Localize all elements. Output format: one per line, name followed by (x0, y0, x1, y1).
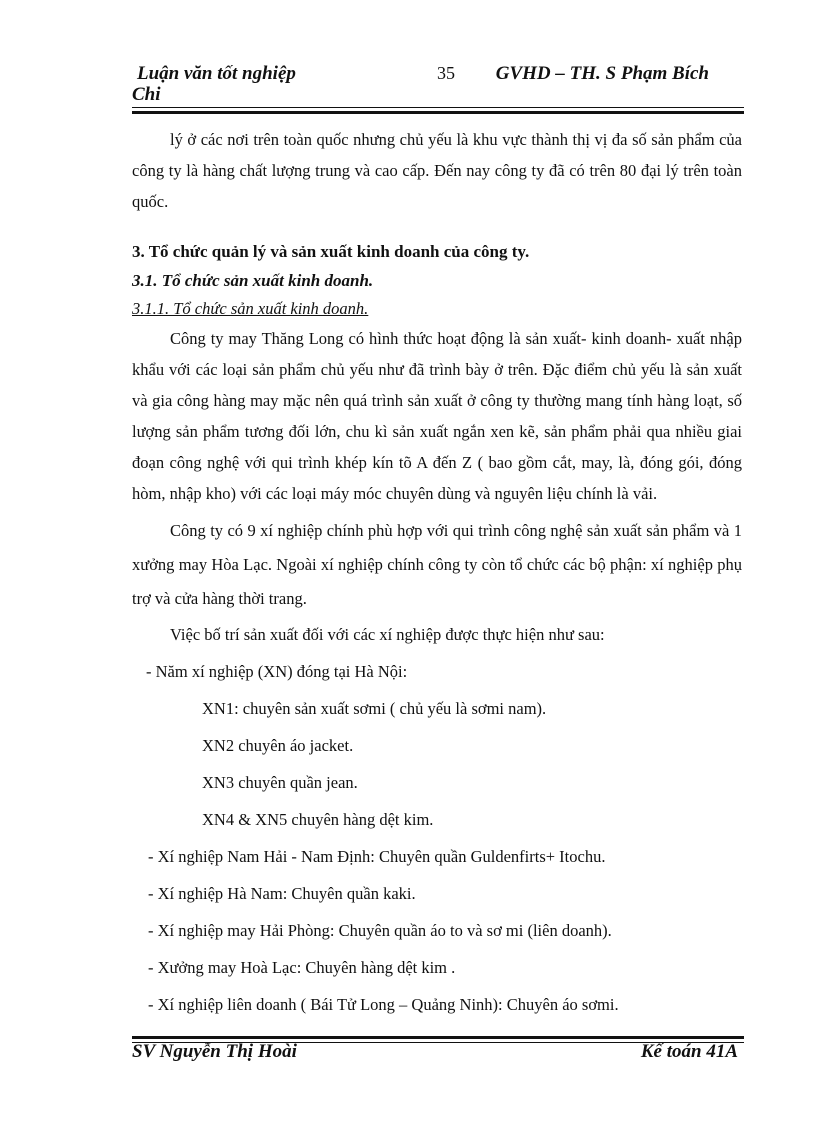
paragraph-2: Công ty có 9 xí nghiệp chính phù hợp với qui trình công nghệ sản xuất sản phẩm và 1 xưởng may Hòa Lạc. Ngoài xí nghiệp chính công ty còn tổ chức các bộ phận: xí nghiệp phụ trợ và cửa hàng thời trang. (132, 521, 742, 608)
list-item: - Xí nghiệp liên doanh ( Bái Tử Long – Quảng Ninh): Chuyên áo sơmi. (148, 995, 619, 1014)
list-item: - Xí nghiệp Hà Nam: Chuyên quần kaki. (148, 884, 416, 903)
list-item: - Xí nghiệp may Hải Phòng: Chuyên quần áo to và sơ mi (liên doanh). (148, 921, 612, 940)
student-name: SV Nguyễn Thị Hoài (132, 1041, 297, 1062)
page-header (132, 60, 744, 110)
list-item: - Xưởng may Hoà Lạc: Chuyên hàng dệt kim . (148, 958, 456, 977)
list-item: - Xí nghiệp Nam Hải - Nam Định: Chuyên quần Guldenfirts+ Itochu. (148, 847, 606, 866)
page-body (132, 124, 742, 1023)
thesis-title: Luận văn tốt nghiệp (137, 63, 296, 84)
section-heading: 3. Tổ chức quản lý và sản xuất kinh doanh của công ty. (132, 242, 530, 261)
class-name: Kế toán 41A (640, 1041, 738, 1062)
supervisor: GVHD – TH. S Phạm Bích (495, 63, 709, 84)
subsubsection-heading: 3.1.1. Tổ chức sản xuất kinh doanh. (132, 299, 369, 318)
intro-paragraph: lý ở các nơi trên toàn quốc nhưng chủ yếu là khu vực thành thị vị đa số sản phẩm của công ty là hàng chất lượng trung và cao cấp. Đến nay công ty đã có trên 80 đại lý trên toàn quốc. (132, 130, 742, 211)
subsection-heading: 3.1. Tổ chức sản xuất kinh doanh. (132, 271, 374, 290)
page-number: 35 (437, 63, 455, 83)
list-item: XN2 chuyên áo jacket. (202, 736, 354, 755)
paragraph-1: Công ty may Thăng Long có hình thức hoạt động là sản xuất- kinh doanh- xuất nhập khẩu với các loại sản phẩm chủ yếu như đã trình bày ở trên. Đặc điểm chủ yếu là sản xuất và gia công hàng may mặc nên quá trình sản xuất ở công ty thường mang tính hàng loạt, số lượng sản phẩm tương đối lớn, chu kì sản xuất ngắn xen kẽ, sản phẩm phải qua nhiều giai đoạn công nghệ với qui trình khép kín tõ A đến Z ( bao gồm cắt, may, là, đóng gói, đóng hòm, nhập kho) với các loại máy móc chuyên dùng và nguyên liệu chính là vải. (132, 329, 742, 503)
list-item: XN1: chuyên sản xuất sơmi ( chủ yếu là sơmi nam). (202, 699, 547, 718)
supervisor-name-continued: Chi (132, 84, 161, 105)
list-item: XN4 & XN5 chuyên hàng dệt kim. (202, 810, 434, 829)
list-heading: - Năm xí nghiệp (XN) đóng tại Hà Nội: (146, 662, 408, 681)
paragraph-3: Việc bố trí sản xuất đối với các xí nghiệp được thực hiện như sau: (170, 625, 605, 644)
list-item: XN3 chuyên quần jean. (202, 773, 358, 792)
header-rule (132, 107, 744, 114)
